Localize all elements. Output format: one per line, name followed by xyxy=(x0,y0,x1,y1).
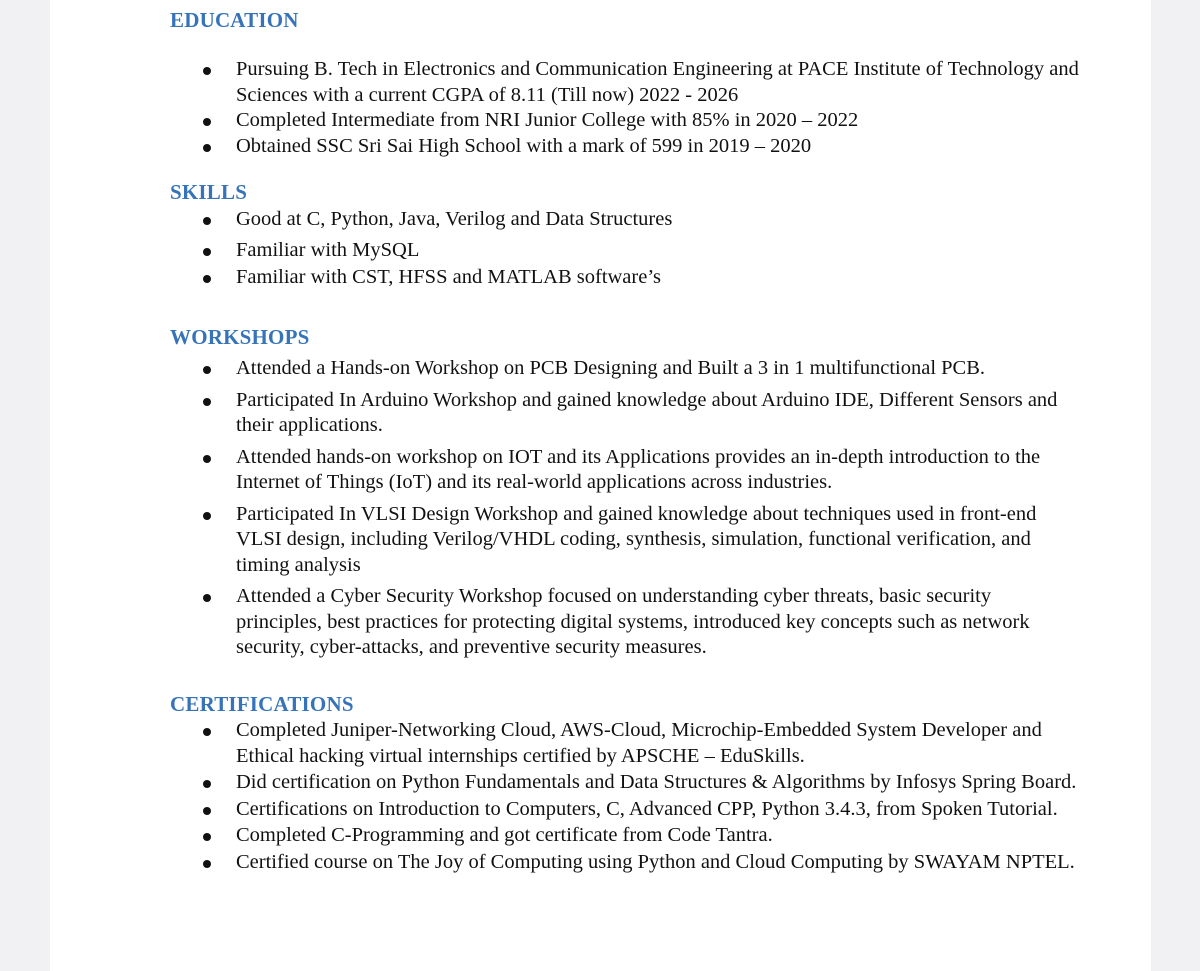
certifications-section xyxy=(170,692,1130,875)
bullet-icon xyxy=(203,455,211,463)
bullet-icon xyxy=(203,807,211,815)
skills-section xyxy=(170,180,1130,291)
list-item xyxy=(170,238,1130,264)
bullet-icon xyxy=(203,144,211,152)
list-item-text: Completed Intermediate from NRI Junior College with 85% in 2020 – 2022 xyxy=(236,109,859,131)
list-item xyxy=(170,584,1130,661)
bullet-icon xyxy=(203,366,211,374)
workshops-list xyxy=(170,356,1130,661)
list-item xyxy=(170,797,1130,823)
bullet-icon xyxy=(203,118,211,126)
skills-list xyxy=(170,207,1130,291)
list-item-text: Certified course on The Joy of Computing using Python and Cloud Computing by SWAYAM NPTEL. xyxy=(236,850,1075,873)
list-item xyxy=(170,207,1130,233)
list-item-text: Familiar with MySQL xyxy=(236,238,420,261)
bullet-icon xyxy=(203,512,211,520)
list-item-text: Pursuing B. Tech in Electronics and Communication Engineering at PACE Institute of Technology and Sciences with a current CGPA of 8.11 (Till now) 2022 - 2026 xyxy=(236,58,1079,106)
resume-page xyxy=(50,0,1151,971)
list-item xyxy=(170,265,1130,291)
bullet-icon xyxy=(203,248,211,256)
bullet-icon xyxy=(203,860,211,868)
list-item-text: Familiar with CST, HFSS and MATLAB software’s xyxy=(236,266,661,288)
list-item xyxy=(170,445,1130,496)
bullet-icon xyxy=(203,833,211,841)
bullet-icon xyxy=(203,67,211,75)
skills-heading: SKILLS xyxy=(170,180,248,204)
bullet-icon xyxy=(203,780,211,788)
list-item-text: Completed Juniper-Networking Cloud, AWS-Cloud, Microchip-Embedded System Developer and Ethical hacking virtual internships certified by APSCHE – EduSkills. xyxy=(236,719,1042,767)
list-item-text: Certifications on Introduction to Computers, C, Advanced CPP, Python 3.4.3, from Spoken Tutorial. xyxy=(236,797,1058,820)
bullet-icon xyxy=(203,594,211,602)
education-heading: EDUCATION xyxy=(170,8,299,32)
list-item xyxy=(170,134,1130,160)
list-item-text: Did certification on Python Fundamentals and Data Structures & Algorithms by Infosys Spring Board. xyxy=(236,771,1077,793)
bullet-icon xyxy=(203,728,211,736)
list-item-text: Good at C, Python, Java, Verilog and Data Structures xyxy=(236,208,673,230)
bullet-icon xyxy=(203,398,211,406)
list-item xyxy=(170,356,1130,382)
list-item xyxy=(170,108,1130,134)
list-item xyxy=(170,502,1130,579)
list-item xyxy=(170,770,1130,796)
list-item-text: Attended hands-on workshop on IOT and its Applications provides an in-depth introduction to the Internet of Things (IoT) and its real-world applications across industries. xyxy=(236,445,1041,493)
list-item xyxy=(170,718,1130,769)
certifications-list xyxy=(170,718,1130,875)
list-item-text: Participated In VLSI Design Workshop and gained knowledge about techniques used in front-end VLSI design, including Verilog/VHDL coding, synthesis, simulation, functional verification, and timing analysis xyxy=(236,502,1037,576)
list-item-text: Obtained SSC Sri Sai High School with a mark of 599 in 2019 – 2020 xyxy=(236,134,812,157)
list-item xyxy=(170,850,1130,876)
education-section xyxy=(170,8,1130,159)
workshops-heading: WORKSHOPS xyxy=(170,325,310,349)
list-item-text: Completed C-Programming and got certificate from Code Tantra. xyxy=(236,824,773,846)
list-item-text: Attended a Cyber Security Workshop focused on understanding cyber threats, basic security principles, best practices for protecting digital systems, introduced key concepts such as network security, cyber-attacks, and preventive security measures. xyxy=(236,585,1030,658)
list-item-text: Attended a Hands-on Workshop on PCB Designing and Built a 3 in 1 multifunctional PCB. xyxy=(236,357,986,379)
education-list xyxy=(170,57,1130,159)
list-item xyxy=(170,388,1130,439)
list-item xyxy=(170,823,1130,849)
workshops-section xyxy=(170,325,1130,661)
bullet-icon xyxy=(203,217,211,225)
certifications-heading: CERTIFICATIONS xyxy=(170,692,354,716)
bullet-icon xyxy=(203,275,211,283)
list-item-text: Participated In Arduino Workshop and gained knowledge about Arduino IDE, Different Sensors and their applications. xyxy=(236,388,1058,436)
list-item xyxy=(170,57,1130,108)
